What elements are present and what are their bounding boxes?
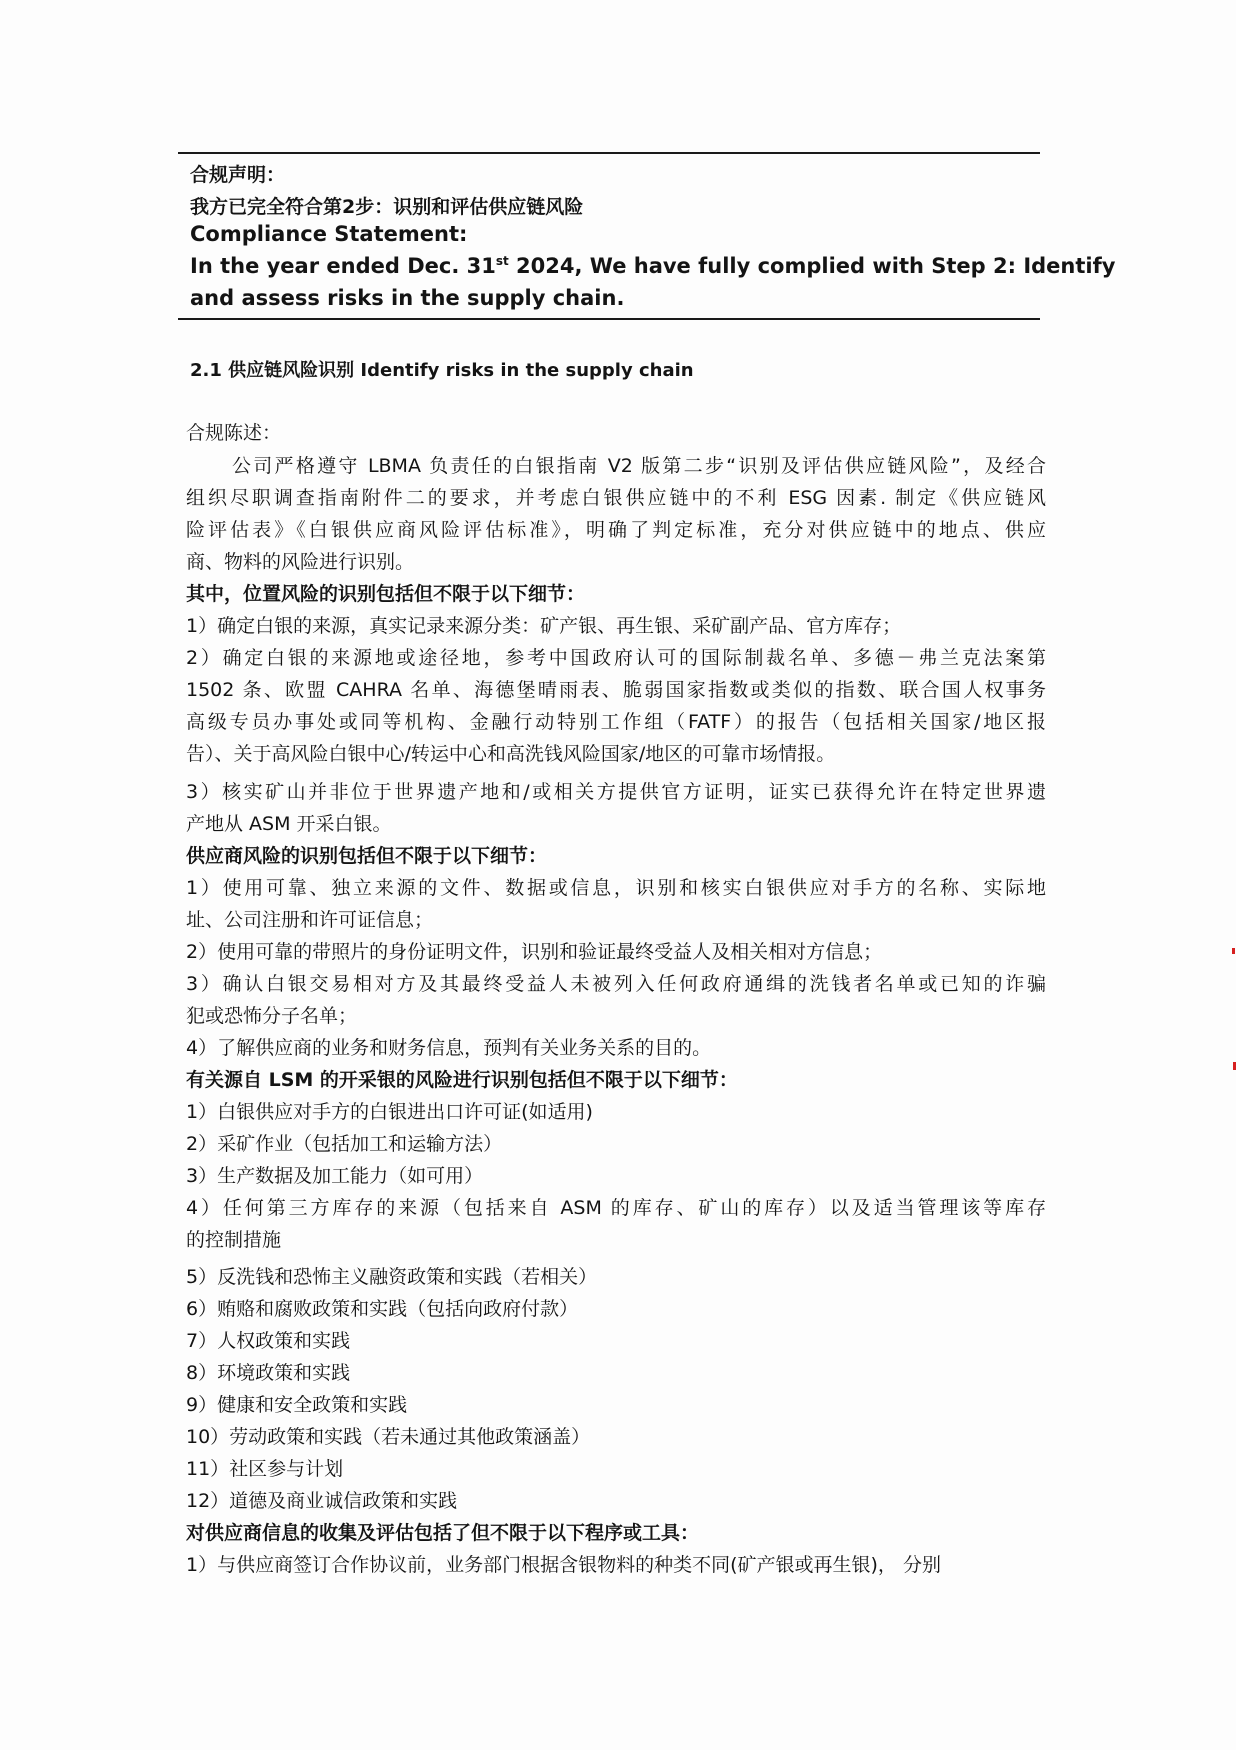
location-heading: 其中，位置风险的识别包括但不限于以下细节： (186, 583, 586, 605)
statement-cn-label: 合规声明： (190, 164, 286, 186)
lsm-item: 3）生产数据及加工能力（如可用） (186, 1165, 484, 1187)
statement-en-line1-sup: st (495, 254, 509, 268)
intro-line: 商、物料的风险进行识别。 (186, 551, 415, 573)
statement-cn-text: 我方已完全符合第2步：识别和评估供应链风险 (190, 196, 584, 218)
lsm-item: 11）社区参与计划 (186, 1458, 344, 1480)
lsm-item: 7）人权政策和实践 (186, 1330, 351, 1352)
supplier-item: 犯或恐怖分子名单； (186, 1005, 358, 1027)
section-title: 2.1 供应链风险识别 Identify risks in the supply chain (190, 360, 694, 381)
lsm-item: 6）贿赂和腐败政策和实践（包括向政府付款） (186, 1298, 579, 1320)
location-item: 高级专员办事处或同等机构、金融行动特别工作组（FATF）的报告（包括相关国家/地区报 (186, 711, 1046, 733)
supplier-heading: 供应商风险的识别包括但不限于以下细节： (186, 845, 548, 867)
lsm-heading: 有关源自 LSM 的开采银的风险进行识别包括但不限于以下细节： (186, 1069, 738, 1091)
supplier-item: 址、公司注册和许可证信息； (186, 909, 434, 931)
location-item: 产地从 ASM 开采白银。 (186, 813, 392, 835)
top-rule (178, 152, 1040, 154)
supplier-item: 1）使用可靠、独立来源的文件、数据或信息，识别和核实白银供应对手方的名称、实际地 (186, 877, 1046, 899)
statement-en-line2: and assess risks in the supply chain. (190, 286, 625, 310)
collection-item: 1）与供应商签订合作协议前，业务部门根据含银物料的种类不同(矿产银或再生银)， 分别 (186, 1554, 941, 1576)
statement-en-line1-b: 2024, We have fully complied with Step 2: Identify (508, 254, 1116, 278)
statement-en-label: Compliance Statement: (190, 222, 468, 246)
lsm-item: 5）反洗钱和恐怖主义融资政策和实践（若相关） (186, 1266, 598, 1288)
intro-line: 组织尽职调查指南附件二的要求，并考虑白银供应链中的不利 ESG 因素. 制定《供应链风 (186, 487, 1046, 509)
lsm-item: 1）白银供应对手方的白银进出口许可证(如适用) (186, 1101, 593, 1123)
intro-line: 公司严格遵守 LBMA 负责任的白银指南 V2 版第二步“识别及评估供应链风险”，及经合 (232, 455, 1046, 477)
intro-line: 险评估表》《白银供应商风险评估标准》，明确了判定标准，充分对供应链中的地点、供应 (186, 519, 1046, 541)
lsm-item: 9）健康和安全政策和实践 (186, 1394, 408, 1416)
lsm-item: 8）环境政策和实践 (186, 1362, 351, 1384)
statement-en-line1 (190, 254, 1116, 278)
lsm-item: 2）采矿作业（包括加工和运输方法） (186, 1133, 503, 1155)
location-item: 2）确定白银的来源地或途径地，参考中国政府认可的国际制裁名单、多德－弗兰克法案第 (186, 647, 1046, 669)
lsm-item: 4）任何第三方库存的来源（包括来自 ASM 的库存、矿山的库存）以及适当管理该等库存 (186, 1197, 1046, 1219)
scan-mark (1232, 948, 1235, 954)
statement-en-line1-a: In the year ended Dec. 31 (190, 254, 496, 278)
supplier-item: 3）确认白银交易相对方及其最终受益人未被列入任何政府通缉的洗钱者名单或已知的诈骗 (186, 973, 1046, 995)
location-item: 3）核实矿山并非位于世界遗产地和/或相关方提供官方证明，证实已获得允许在特定世界遗 (186, 781, 1046, 803)
collection-heading: 对供应商信息的收集及评估包括了但不限于以下程序或工具： (186, 1522, 700, 1544)
lsm-item: 10）劳动政策和实践（若未通过其他政策涵盖） (186, 1426, 591, 1448)
supplier-item: 4）了解供应商的业务和财务信息，预判有关业务关系的目的。 (186, 1037, 712, 1059)
supplier-item: 2）使用可靠的带照片的身份证明文件，识别和验证最终受益人及相关相对方信息； (186, 941, 883, 963)
location-item: 1502 条、欧盟 CAHRA 名单、海德堡晴雨表、脆弱国家指数或类似的指数、联合国人权事务 (186, 679, 1046, 701)
lsm-item: 的控制措施 (186, 1229, 282, 1251)
narrative-label: 合规陈述： (186, 422, 282, 444)
lsm-item: 12）道德及商业诚信政策和实践 (186, 1490, 458, 1512)
location-item: 告）、关于高风险白银中心/转运中心和高洗钱风险国家/地区的可靠市场情报。 (186, 743, 836, 765)
location-item: 1）确定白银的来源，真实记录来源分类：矿产银、再生银、采矿副产品、官方库存； (186, 615, 902, 637)
bottom-rule (178, 318, 1040, 320)
